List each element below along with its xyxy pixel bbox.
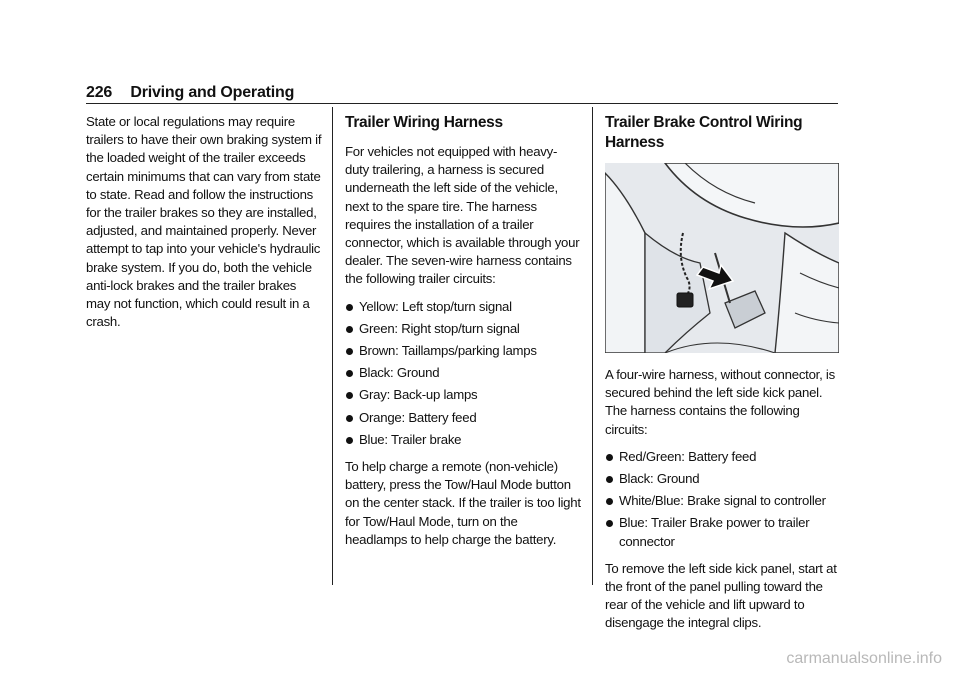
bullet-icon <box>346 326 353 333</box>
bullet-icon <box>346 437 353 444</box>
brake-control-heading: Trailer Brake Control Wiring Harness <box>605 114 803 151</box>
bullet-icon <box>606 454 613 461</box>
list-item: Yellow: Left stop/turn signal <box>345 298 581 316</box>
trailer-wiring-intro: For vehicles not equipped with heavy-duty trailering, a harness is secured underneath the left side of the vehicle, next to the spare tire. The harness requires the installation of a trailer connector, which is available through your dealer. The seven-wire harness contains the following trailer circuits: <box>345 144 580 287</box>
bullet-icon <box>346 304 353 311</box>
bullet-icon <box>606 498 613 505</box>
list-item: Brown: Taillamps/parking lamps <box>345 342 581 360</box>
kick-panel-removal-paragraph: To remove the left side kick panel, start at the front of the panel pulling toward the rear of the vehicle and lift upward to disengage the integral clips. <box>605 560 837 631</box>
list-item: Blue: Trailer brake <box>345 431 581 449</box>
bullet-icon <box>346 392 353 399</box>
list-item: Blue: Trailer Brake power to trailer connector <box>605 514 841 550</box>
column-divider-2 <box>592 107 593 585</box>
column-1 <box>86 113 322 340</box>
bullet-icon <box>606 520 613 527</box>
list-item: Black: Ground <box>605 470 841 488</box>
section-title: Driving and Operating <box>130 84 295 101</box>
list-item: Gray: Back-up lamps <box>345 386 581 404</box>
regulations-paragraph: State or local regulations may require trailers to have their own braking system if the loaded weight of the trailer exceeds certain minimums that can vary from state to state. Read and follow the instructions for the trailer brakes so they are installed, adjusted, and maintained properly. Never attempt to tap into your vehicle's hydraulic brake system. If you do, both the vehicle anti-lock brakes and the trailer brakes may not function, which could result in a crash. <box>86 114 322 330</box>
list-item: White/Blue: Brake signal to controller <box>605 492 841 510</box>
watermark: carmanualsonline.info <box>786 650 942 667</box>
bullet-icon <box>346 348 353 355</box>
trailer-circuits-list <box>345 298 581 449</box>
trailer-wiring-heading: Trailer Wiring Harness <box>345 114 503 131</box>
brake-control-intro: A four-wire harness, without connector, is secured behind the left side kick panel. The harness contains the following circuits: <box>605 367 835 437</box>
header-divider <box>86 103 838 104</box>
column-2 <box>345 113 581 558</box>
bullet-icon <box>346 370 353 377</box>
page-header <box>86 84 294 102</box>
remote-battery-paragraph: To help charge a remote (non-vehicle) battery, press the Tow/Haul Mode button on the center stack. If the trailer is too light for Tow/Haul Mode, turn on the headlamps to help charge the battery. <box>345 459 581 547</box>
column-3 <box>605 113 841 642</box>
kick-panel-illustration <box>605 163 839 353</box>
list-item: Black: Ground <box>345 364 581 382</box>
brake-circuits-list <box>605 448 841 551</box>
list-item: Red/Green: Battery feed <box>605 448 841 466</box>
list-item: Green: Right stop/turn signal <box>345 320 581 338</box>
page-number: 226 <box>86 84 113 101</box>
bullet-icon <box>606 476 613 483</box>
list-item: Orange: Battery feed <box>345 409 581 427</box>
column-divider-1 <box>332 107 333 585</box>
bullet-icon <box>346 415 353 422</box>
